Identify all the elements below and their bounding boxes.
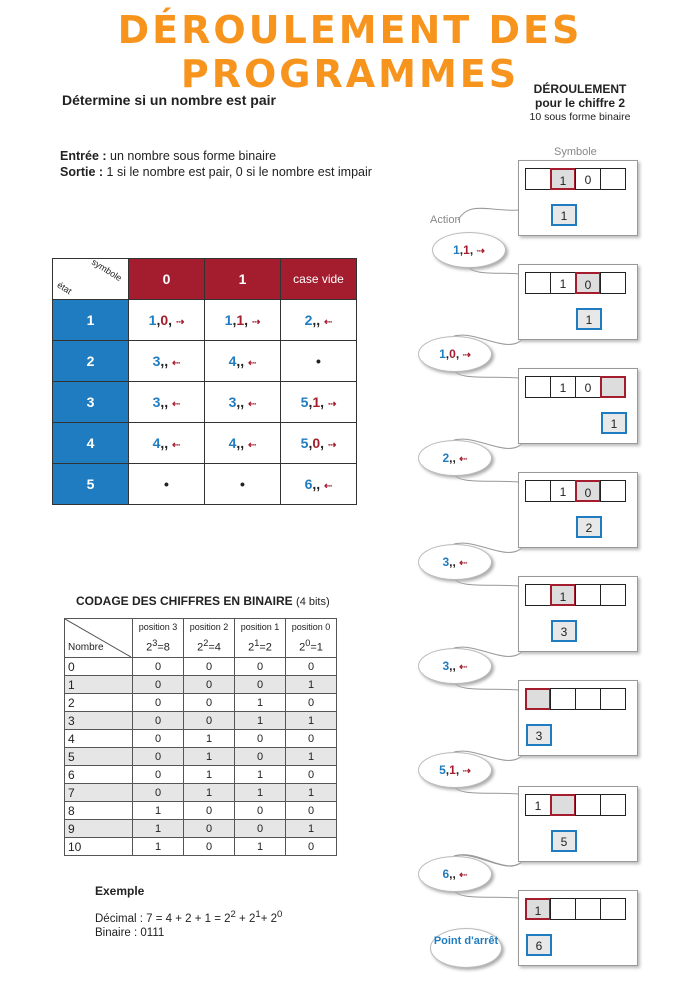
bit-cell: 1 — [286, 712, 337, 730]
bit-cell: 1 — [184, 730, 235, 748]
transition-cell: 2,, ⇠ — [281, 300, 357, 341]
tape — [526, 480, 626, 502]
arrow-left-icon: ⇠ — [172, 358, 181, 369]
tape-cell — [525, 688, 551, 710]
arrow-right-icon: ⇢ — [327, 399, 337, 410]
bit-cell: 0 — [235, 802, 286, 820]
bit-cell: 0 — [235, 730, 286, 748]
tape-cell — [525, 168, 551, 190]
action-oval: 1,1, ⇢ — [432, 232, 506, 268]
power-label: $2^2=4$ — [197, 638, 221, 654]
state-cell: 1 — [53, 300, 129, 341]
bit-cell: 0 — [235, 820, 286, 838]
arrow-left-icon: ⇠ — [248, 440, 257, 451]
bit-cell: 1 — [235, 838, 286, 856]
tape-cell: 1 — [550, 376, 576, 398]
action-state: 1 — [224, 312, 233, 328]
bit-cell: 1 — [286, 676, 337, 694]
bit-cell: 0 — [286, 694, 337, 712]
transition-cell: 4,, ⇠ — [129, 423, 205, 464]
tape-cell — [575, 794, 601, 816]
stop-oval: Point d'arrêt — [430, 928, 502, 968]
transition-cell: 3,, ⇠ — [129, 341, 205, 382]
number-cell: 7 — [65, 784, 133, 802]
example-binaire: Binaire : 0111 — [95, 926, 165, 939]
transition-cell: 4,, ⇠ — [205, 423, 281, 464]
bit-cell: 0 — [184, 820, 235, 838]
tape — [526, 898, 626, 920]
bit-cell: 0 — [184, 712, 235, 730]
action-state: 4 — [152, 435, 161, 451]
bit-cell: 1 — [235, 766, 286, 784]
number-cell: 4 — [65, 730, 133, 748]
bit-cell: 0 — [184, 838, 235, 856]
arrow-right-icon: ⇢ — [251, 317, 261, 328]
transition-cell: 1,0, ⇢ — [129, 300, 205, 341]
number-cell: 1 — [65, 676, 133, 694]
number-cell: 9 — [65, 820, 133, 838]
action-state: 2 — [304, 312, 313, 328]
bit-cell: 0 — [133, 694, 184, 712]
action-write: 1 — [463, 243, 470, 257]
action-state: 6 — [304, 476, 313, 492]
tape-cell — [575, 898, 601, 920]
bit-cell: 1 — [184, 784, 235, 802]
bit-cell: 0 — [286, 766, 337, 784]
example-decimal: Décimal : $7 = 4 + 2 + 1 = 2^2 + 2^1+ 2^0$ — [95, 909, 283, 925]
input-label: Entrée : — [60, 149, 107, 163]
power-label: $2^3=8$ — [146, 638, 170, 654]
action-oval: 2,, ⇠ — [418, 440, 492, 476]
action-oval: 5,1, ⇢ — [418, 752, 492, 788]
transition-cell: 4,, ⇠ — [205, 341, 281, 382]
head-state: 1 — [601, 412, 627, 434]
number-cell: 2 — [65, 694, 133, 712]
arrow-right-icon: ⇢ — [462, 350, 471, 361]
state-cell: 3 — [53, 382, 129, 423]
tape-cell — [600, 480, 626, 502]
action-state: 5 — [300, 394, 309, 410]
bit-cell: 1 — [235, 784, 286, 802]
tape-cell — [575, 584, 601, 606]
position-label: position 3 — [138, 622, 178, 633]
head-state: 1 — [551, 204, 577, 226]
transition-cell: 6,, ⇠ — [281, 464, 357, 505]
arrow-right-icon: ⇢ — [462, 766, 471, 777]
arrow-left-icon: ⇠ — [459, 454, 468, 465]
head-state: 5 — [551, 830, 577, 852]
tape — [526, 168, 626, 190]
bit-cell: 0 — [235, 748, 286, 766]
tape-cell — [525, 376, 551, 398]
transition-cell: 3,, ⇠ — [129, 382, 205, 423]
action-state: 1 — [453, 243, 460, 257]
action-state: 1 — [439, 347, 446, 361]
action-oval: 3,, ⇠ — [418, 544, 492, 580]
bit-cell: 1 — [133, 838, 184, 856]
tape — [526, 584, 626, 606]
corner-etat: état — [55, 279, 74, 297]
symbol-header: 0 — [129, 259, 205, 300]
bit-cell: 0 — [286, 838, 337, 856]
head-state: 6 — [526, 934, 552, 956]
transition-cell: 5,0, ⇢ — [281, 423, 357, 464]
nombre-label: Nombre — [68, 642, 104, 653]
arrow-left-icon: ⇠ — [248, 399, 257, 410]
transition-cell: • — [281, 341, 357, 382]
tape-cell: 1 — [550, 584, 576, 606]
tape-cell — [550, 688, 576, 710]
bit-cell: 0 — [235, 676, 286, 694]
connector-line — [458, 208, 520, 220]
tape-cell — [575, 688, 601, 710]
state-cell: 2 — [53, 341, 129, 382]
tape-cell — [525, 480, 551, 502]
action-oval: 6,, ⇠ — [418, 856, 492, 892]
symbol-header: 1 — [205, 259, 281, 300]
symbole-label: Symbole — [554, 146, 597, 158]
bit-cell: 1 — [286, 784, 337, 802]
action-write: 1 — [312, 394, 321, 410]
state-cell: 5 — [53, 464, 129, 505]
state-cell: 4 — [53, 423, 129, 464]
arrow-left-icon: ⇠ — [248, 358, 257, 369]
arrow-left-icon: ⇠ — [459, 662, 468, 673]
arrow-right-icon: ⇢ — [327, 440, 337, 451]
transition-cell: 3,, ⇠ — [205, 382, 281, 423]
tape-cell — [600, 376, 626, 398]
arrow-right-icon: ⇢ — [175, 317, 185, 328]
program-subtitle: Détermine si un nombre est pair — [62, 92, 276, 108]
der-line2: pour le chiffre 2 — [534, 96, 626, 110]
action-oval: 1,0, ⇢ — [418, 336, 492, 372]
output-label: Sortie : — [60, 165, 104, 179]
number-cell: 5 — [65, 748, 133, 766]
action-state: 3 — [152, 394, 161, 410]
action-write: 1 — [449, 763, 456, 777]
tape-cell — [550, 794, 576, 816]
action-state: 5 — [439, 763, 446, 777]
bit-cell: 0 — [184, 802, 235, 820]
symbol-header: case vide — [281, 259, 357, 300]
tape-cell — [525, 584, 551, 606]
bit-cell: 1 — [235, 694, 286, 712]
action-state: 4 — [228, 435, 237, 451]
binary-title-text: CODAGE DES CHIFFRES EN BINAIRE — [76, 594, 293, 608]
tape-cell — [600, 168, 626, 190]
transition-cell: 1,1, ⇢ — [205, 300, 281, 341]
bit-cell: 0 — [133, 730, 184, 748]
action-state: 1 — [148, 312, 157, 328]
arrow-left-icon: ⇠ — [172, 440, 181, 451]
arrow-left-icon: ⇠ — [459, 870, 468, 881]
position-label: position 0 — [291, 622, 331, 633]
bit-cell: 1 — [286, 820, 337, 838]
tape-cell — [600, 272, 626, 294]
tape-cell: 1 — [550, 480, 576, 502]
output-text: 1 si le nombre est pair, 0 si le nombre est impair — [103, 165, 372, 179]
power-label: $2^0=1$ — [299, 638, 323, 654]
bit-cell: 0 — [286, 658, 337, 676]
action-state: 2 — [442, 451, 450, 465]
tape-cell: 0 — [575, 376, 601, 398]
action-write: 0 — [160, 312, 169, 328]
der-line1: DÉROULEMENT — [533, 82, 627, 96]
binary-bits: (4 bits) — [296, 596, 330, 608]
arrow-right-icon: ⇢ — [476, 246, 485, 257]
bit-cell: 0 — [286, 802, 337, 820]
action-oval: 3,, ⇠ — [418, 648, 492, 684]
transition-cell: 5,1, ⇢ — [281, 382, 357, 423]
head-state: 2 — [576, 516, 602, 538]
action-state: 6 — [442, 867, 450, 881]
action-write: 0 — [312, 435, 321, 451]
tape — [526, 272, 626, 294]
bit-cell: 1 — [286, 748, 337, 766]
page-title: DÉROULEMENT DES PROGRAMMES — [117, 8, 583, 96]
tape-cell — [600, 898, 626, 920]
action-state: 3 — [152, 353, 161, 369]
number-cell: 8 — [65, 802, 133, 820]
tape-cell: 1 — [525, 794, 551, 816]
action-state: 4 — [228, 353, 237, 369]
bit-cell: 1 — [133, 820, 184, 838]
transition-cell: • — [205, 464, 281, 505]
action-state: 3 — [442, 555, 450, 569]
example-decimal-text: Décimal : 7 = 4 + 2 + 1 = 2 — [95, 912, 231, 925]
bit-cell: 1 — [133, 802, 184, 820]
number-cell: 6 — [65, 766, 133, 784]
tape — [526, 688, 626, 710]
bit-cell: 1 — [235, 712, 286, 730]
bit-cell: 0 — [235, 658, 286, 676]
head-state: 3 — [526, 724, 552, 746]
bit-cell: 0 — [133, 658, 184, 676]
number-cell: 10 — [65, 838, 133, 856]
bit-cell: 0 — [133, 676, 184, 694]
bit-cell: 0 — [184, 694, 235, 712]
action-state: 3 — [228, 394, 237, 410]
tape-cell — [600, 688, 626, 710]
bit-cell: 0 — [133, 784, 184, 802]
bit-cell: 0 — [133, 748, 184, 766]
tape-cell: 0 — [575, 272, 601, 294]
position-label: position 1 — [240, 622, 280, 633]
action-write: 1 — [236, 312, 245, 328]
tape-cell: 0 — [575, 168, 601, 190]
bit-cell: 0 — [286, 730, 337, 748]
bit-cell: 0 — [133, 712, 184, 730]
tape-cell: 1 — [550, 272, 576, 294]
power-label: $2^1=2$ — [248, 638, 272, 654]
action-write: 0 — [449, 347, 456, 361]
tape — [526, 376, 626, 398]
example-title: Exemple — [95, 884, 145, 898]
tape-cell — [600, 584, 626, 606]
transition-cell: • — [129, 464, 205, 505]
bit-cell: 0 — [133, 766, 184, 784]
bit-cell: 1 — [184, 766, 235, 784]
arrow-left-icon: ⇠ — [459, 558, 468, 569]
head-state: 3 — [551, 620, 577, 642]
tape-cell: 0 — [575, 480, 601, 502]
tape-cell: 1 — [550, 168, 576, 190]
head-state: 1 — [576, 308, 602, 330]
number-cell: 0 — [65, 658, 133, 676]
bit-cell: 1 — [184, 748, 235, 766]
tape-cell — [550, 898, 576, 920]
input-text: un nombre sous forme binaire — [106, 149, 277, 163]
action-state: 5 — [300, 435, 309, 451]
number-cell: 3 — [65, 712, 133, 730]
position-label: position 2 — [189, 622, 229, 633]
arrow-left-icon: ⇠ — [172, 399, 181, 410]
der-line3: 10 sous forme binaire — [529, 111, 631, 123]
tape-cell — [600, 794, 626, 816]
tape — [526, 794, 626, 816]
arrow-left-icon: ⇠ — [324, 481, 333, 492]
tape-cell: 1 — [525, 898, 551, 920]
corner-symbole: symbole — [90, 256, 125, 284]
bit-cell: 0 — [184, 676, 235, 694]
bit-cell: 0 — [184, 658, 235, 676]
tape-cell — [525, 272, 551, 294]
action-state: 3 — [442, 659, 450, 673]
arrow-left-icon: ⇠ — [324, 317, 333, 328]
action-label: Action — [430, 214, 461, 226]
